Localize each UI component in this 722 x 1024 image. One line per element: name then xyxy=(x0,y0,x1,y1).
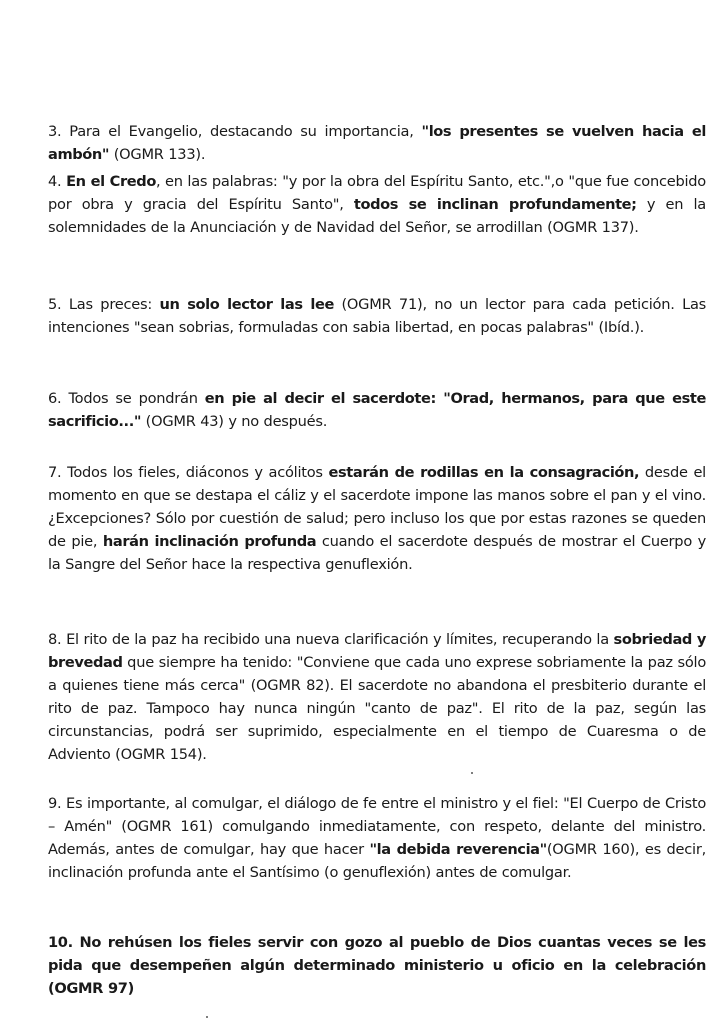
p8-text-a: 8. El rito de la paz ha recibido una nueva clarificación y límites, recuperando la xyxy=(48,631,614,648)
p4-text-e: y en la solemnidades de la Anunciación y de Navidad del Señor, se arrodillan (OGMR 137). xyxy=(48,196,706,236)
p9-text-a: 9. Es importante, al comulgar, el diálogo de fe entre el ministro y el fiel: "El Cuerpo de Cristo – Amén" (OGMR 161) comulgando inmediatamente, con respeto, delante del ministro. Además, antes de comulgar, hay que hacer xyxy=(48,795,706,858)
p3-bold-b: "los presentes se vuelven hacia el ambón" xyxy=(48,123,706,163)
p6-text-c: (OGMR 43) y no después. xyxy=(141,413,328,430)
paragraph-5 xyxy=(48,293,706,339)
paragraph-7 xyxy=(48,461,706,576)
p4-text-a: 4. xyxy=(48,173,67,190)
p7-bold-d: harán inclinación profunda xyxy=(102,533,317,550)
p4-text-c: , en las palabras: "y por la obra del Espíritu Santo, etc.",o "que fue concebido por obra y gracia del Espíritu Santo", xyxy=(48,173,706,213)
p5-text-a: 5. Las preces: xyxy=(48,296,160,313)
p7-bold-b: estarán de rodillas en la consagración, xyxy=(328,464,640,481)
scan-speck xyxy=(471,772,473,774)
p3-text-c: (OGMR 133). xyxy=(109,146,206,163)
p8-bold-b: sobriedad y brevedad xyxy=(48,631,706,671)
p8-text-c: que siempre ha tenido: "Conviene que cada uno exprese sobriamente la paz sólo a quienes tiene más cerca" (OGMR 82). El sacerdote no abandona el presbiterio durante el rito de paz. Tampoco hay nunca ningún "canto de paz". El rito de la paz, según las circunstancias, podrá ser suprimido, especialmente en el tiempo de Cuaresma o de Adviento (OGMR 154). xyxy=(48,654,706,763)
paragraph-3 xyxy=(48,120,706,166)
paragraph-9 xyxy=(48,792,706,884)
p9-text-c: (OGMR 160), es decir, inclinación profunda ante el Santísimo (o genuflexión) antes de comulgar. xyxy=(48,841,706,881)
p6-bold-b: en pie al decir el sacerdote: "Orad, hermanos, para que este sacrificio..." xyxy=(48,390,706,430)
paragraph-6 xyxy=(48,387,706,433)
p7-text-a: 7. Todos los fieles, diáconos y acólitos xyxy=(48,464,329,481)
p10-text-a: 10. No rehúsen los fieles servir con gozo al pueblo de Dios cuantas veces se les pida que desempeñen algún determinado ministerio u oficio en la celebración (OGMR 97) xyxy=(48,934,706,997)
p4-bold-d: todos se inclinan profundamente; xyxy=(353,196,637,213)
p7-text-c: desde el momento en que se destapa el cáliz y el sacerdote impone las manos sobre el pan y el vino. ¿Excepciones? Sólo por cuestión de salud; pero incluso los que por estas razones se queden de pie, xyxy=(48,464,706,550)
p7-text-e: cuando el sacerdote después de mostrar el Cuerpo y la Sangre del Señor hace la respectiva genuflexión. xyxy=(48,533,706,573)
paragraph-4 xyxy=(48,170,706,239)
paragraph-10 xyxy=(48,931,706,1000)
p9-bold-b: "la debida reverencia" xyxy=(369,841,547,858)
p6-text-a: 6. Todos se pondrán xyxy=(48,390,205,407)
paragraph-8 xyxy=(48,628,706,766)
p5-text-c: (OGMR 71), no un lector para cada petición. Las intenciones "sean sobrias, formuladas con sabia libertad, en pocas palabras" (Ibíd.). xyxy=(48,296,706,336)
scan-speck xyxy=(206,1016,208,1018)
p3-text-a: 3. Para el Evangelio, destacando su importancia, xyxy=(48,123,422,140)
p4-bold-b: En el Credo xyxy=(66,173,156,190)
p5-bold-b: un solo lector las lee xyxy=(159,296,334,313)
